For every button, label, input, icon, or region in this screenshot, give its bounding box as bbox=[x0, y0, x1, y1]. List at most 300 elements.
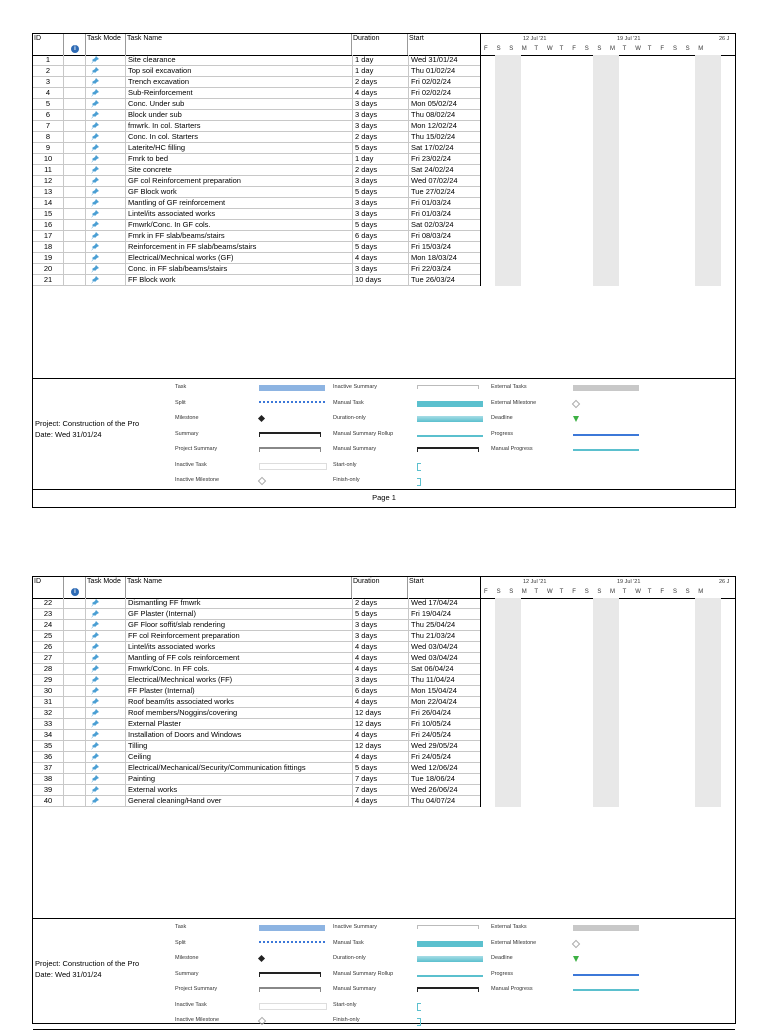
pushpin-icon bbox=[91, 166, 99, 174]
timescale-day: T bbox=[647, 46, 652, 52]
task-name[interactable]: FF Plaster (Internal) bbox=[128, 686, 195, 695]
task-start[interactable]: Tue 27/02/24 bbox=[408, 187, 481, 197]
task-name[interactable]: Tilling bbox=[128, 741, 148, 750]
timescale-day: S bbox=[597, 46, 602, 52]
indicator-cell bbox=[64, 121, 86, 131]
task-start[interactable]: Fri 08/03/24 bbox=[408, 231, 481, 241]
indicator-cell bbox=[64, 77, 86, 87]
table-row[interactable] bbox=[33, 653, 481, 664]
task-name[interactable]: Site concrete bbox=[128, 165, 172, 174]
legend-swatch bbox=[417, 385, 479, 389]
indicator-cell bbox=[64, 752, 86, 762]
table-row[interactable] bbox=[33, 264, 481, 275]
task-start[interactable]: Wed 29/05/24 bbox=[408, 741, 481, 751]
table-row[interactable] bbox=[33, 253, 481, 264]
task-start[interactable]: Fri 24/05/24 bbox=[408, 752, 481, 762]
task-id: 4 bbox=[33, 88, 64, 98]
column-header-id[interactable]: ID bbox=[33, 577, 64, 598]
task-start[interactable]: Sat 06/04/24 bbox=[408, 664, 481, 674]
task-duration[interactable]: 1 day bbox=[352, 55, 408, 65]
legend-swatch bbox=[417, 401, 483, 407]
task-duration[interactable]: 3 days bbox=[352, 176, 408, 186]
task-mode-cell[interactable] bbox=[86, 653, 126, 663]
task-name[interactable]: GF Plaster (Internal) bbox=[128, 609, 196, 618]
task-start[interactable]: Tue 18/06/24 bbox=[408, 774, 481, 784]
column-header-duration[interactable]: Duration bbox=[352, 34, 408, 55]
task-duration[interactable]: 6 days bbox=[352, 231, 408, 241]
task-name[interactable]: Laterite/HC filling bbox=[128, 143, 186, 152]
task-start[interactable]: Wed 12/06/24 bbox=[408, 763, 481, 773]
pushpin-icon bbox=[91, 742, 99, 750]
task-mode-cell[interactable] bbox=[86, 609, 126, 619]
table-row[interactable] bbox=[33, 88, 481, 99]
task-mode-cell[interactable] bbox=[86, 132, 126, 142]
task-start[interactable]: Sat 24/02/24 bbox=[408, 165, 481, 175]
task-start[interactable]: Wed 03/04/24 bbox=[408, 642, 481, 652]
task-start[interactable]: Fri 24/05/24 bbox=[408, 730, 481, 740]
legend-label: Duration-only bbox=[333, 415, 366, 421]
task-name[interactable]: Fmrk in FF slab/beams/stairs bbox=[128, 231, 225, 240]
legend-swatch bbox=[417, 463, 421, 471]
table-row[interactable] bbox=[33, 77, 481, 88]
task-mode-cell[interactable] bbox=[86, 88, 126, 98]
task-start[interactable]: Thu 04/07/24 bbox=[408, 796, 481, 806]
task-start[interactable]: Thu 21/03/24 bbox=[408, 631, 481, 641]
legend-label: Inactive Milestone bbox=[175, 477, 220, 483]
task-duration[interactable]: 1 day bbox=[352, 154, 408, 164]
task-id: 30 bbox=[33, 686, 64, 696]
table-row[interactable] bbox=[33, 631, 481, 642]
task-start[interactable]: Tue 26/03/24 bbox=[408, 275, 481, 285]
table-row[interactable] bbox=[33, 609, 481, 620]
task-mode-cell[interactable] bbox=[86, 796, 126, 806]
task-mode-cell[interactable] bbox=[86, 165, 126, 175]
task-mode-cell[interactable] bbox=[86, 209, 126, 219]
task-name[interactable]: Roof beam/its associated works bbox=[128, 697, 234, 706]
table-row[interactable] bbox=[33, 154, 481, 165]
task-mode-cell[interactable] bbox=[86, 220, 126, 230]
indicator-cell bbox=[64, 686, 86, 696]
task-name[interactable]: Mantling of FF cols reinforcement bbox=[128, 653, 240, 662]
task-duration[interactable]: 4 days bbox=[352, 697, 408, 707]
task-duration[interactable]: 4 days bbox=[352, 752, 408, 762]
task-name[interactable]: Conc. Under sub bbox=[128, 99, 185, 108]
task-duration[interactable]: 3 days bbox=[352, 110, 408, 120]
task-duration[interactable]: 2 days bbox=[352, 165, 408, 175]
table-row[interactable] bbox=[33, 55, 481, 66]
task-mode-cell[interactable] bbox=[86, 264, 126, 274]
task-start[interactable]: Sat 17/02/24 bbox=[408, 143, 481, 153]
legend-swatch bbox=[259, 941, 325, 947]
table-row[interactable] bbox=[33, 242, 481, 253]
task-mode-cell[interactable] bbox=[86, 730, 126, 740]
task-id: 37 bbox=[33, 763, 64, 773]
task-name[interactable]: Lintel/its associated works bbox=[128, 642, 216, 651]
task-mode-cell[interactable] bbox=[86, 77, 126, 87]
task-start[interactable]: Fri 10/05/24 bbox=[408, 719, 481, 729]
table-row[interactable] bbox=[33, 708, 481, 719]
task-name[interactable]: fmwrk. In col. Starters bbox=[128, 121, 201, 130]
indicator-cell bbox=[64, 198, 86, 208]
table-row[interactable] bbox=[33, 719, 481, 730]
task-name[interactable]: Electrical/Mechnical works (GF) bbox=[128, 253, 234, 262]
timescale-day: T bbox=[559, 46, 564, 52]
legend-swatch bbox=[573, 974, 639, 976]
task-duration[interactable]: 5 days bbox=[352, 609, 408, 619]
task-mode-cell[interactable] bbox=[86, 154, 126, 164]
pushpin-icon bbox=[91, 111, 99, 119]
task-start[interactable]: Fri 15/03/24 bbox=[408, 242, 481, 252]
table-row[interactable] bbox=[33, 187, 481, 198]
task-mode-cell[interactable] bbox=[86, 176, 126, 186]
task-duration[interactable]: 5 days bbox=[352, 763, 408, 773]
task-name[interactable]: External Plaster bbox=[128, 719, 181, 728]
table-row[interactable] bbox=[33, 785, 481, 796]
table-row[interactable] bbox=[33, 730, 481, 741]
indicator-cell bbox=[64, 143, 86, 153]
legend-label: Inactive Task bbox=[175, 1001, 207, 1008]
table-divider bbox=[480, 577, 481, 807]
task-mode-cell[interactable] bbox=[86, 697, 126, 707]
table-row[interactable] bbox=[33, 642, 481, 653]
legend-label: External Milestone bbox=[491, 399, 537, 406]
task-mode-cell[interactable] bbox=[86, 675, 126, 685]
task-name[interactable]: Trench excavation bbox=[128, 77, 190, 86]
table-row[interactable] bbox=[33, 598, 481, 609]
task-name[interactable]: Dismantling FF fmwrk bbox=[128, 598, 201, 607]
task-start[interactable]: Wed 31/01/24 bbox=[408, 55, 481, 65]
timescale-week: 12 Jul '21 bbox=[523, 36, 547, 42]
legend-label: Milestone bbox=[175, 415, 199, 421]
timescale-week: 26 J bbox=[719, 36, 730, 42]
task-start[interactable]: Mon 15/04/24 bbox=[408, 686, 481, 696]
task-duration[interactable]: 4 days bbox=[352, 730, 408, 740]
task-duration[interactable]: 3 days bbox=[352, 631, 408, 641]
task-mode-cell[interactable] bbox=[86, 763, 126, 773]
task-name[interactable]: Reinforcement in FF slab/beams/stairs bbox=[128, 242, 257, 251]
table-row[interactable] bbox=[33, 763, 481, 774]
task-duration[interactable]: 5 days bbox=[352, 220, 408, 230]
task-start[interactable]: Fri 23/02/24 bbox=[408, 154, 481, 164]
indicator-cell bbox=[64, 763, 86, 773]
task-name[interactable]: Mantling of GF reinforcement bbox=[128, 198, 226, 207]
task-duration[interactable]: 2 days bbox=[352, 598, 408, 608]
task-id: 13 bbox=[33, 187, 64, 197]
task-duration[interactable]: 7 days bbox=[352, 785, 408, 795]
task-duration[interactable]: 3 days bbox=[352, 675, 408, 685]
task-duration[interactable]: 3 days bbox=[352, 99, 408, 109]
task-start[interactable]: Mon 22/04/24 bbox=[408, 697, 481, 707]
task-duration[interactable]: 4 days bbox=[352, 653, 408, 663]
task-start[interactable]: Fri 19/04/24 bbox=[408, 609, 481, 619]
table-row[interactable] bbox=[33, 209, 481, 220]
task-id: 22 bbox=[33, 598, 64, 608]
timescale-day: F bbox=[572, 46, 576, 52]
task-name[interactable]: Top soil excavation bbox=[128, 66, 192, 75]
page-sheet-1 bbox=[32, 33, 736, 508]
task-duration[interactable]: 4 days bbox=[352, 253, 408, 263]
table-row[interactable] bbox=[33, 132, 481, 143]
column-header-info_icon[interactable] bbox=[64, 577, 86, 598]
task-name[interactable]: GF Floor soffit/slab rendering bbox=[128, 620, 225, 629]
pushpin-icon bbox=[91, 599, 99, 607]
column-header-mode[interactable]: Task Mode bbox=[86, 577, 126, 598]
timescale-day: S bbox=[673, 46, 678, 52]
task-duration[interactable]: 12 days bbox=[352, 741, 408, 751]
task-name[interactable]: Installation of Doors and Windows bbox=[128, 730, 242, 739]
table-row[interactable] bbox=[33, 110, 481, 121]
task-id: 12 bbox=[33, 176, 64, 186]
task-mode-cell[interactable] bbox=[86, 620, 126, 630]
task-name[interactable]: Fmrk to bed bbox=[128, 154, 169, 163]
task-duration[interactable]: 5 days bbox=[352, 187, 408, 197]
column-header-mode[interactable]: Task Mode bbox=[86, 34, 126, 55]
task-mode-cell[interactable] bbox=[86, 631, 126, 641]
legend-label: Milestone bbox=[175, 955, 199, 961]
task-name[interactable]: Fmwrk/Conc. In FF cols. bbox=[128, 664, 210, 673]
legend-swatch bbox=[417, 435, 483, 437]
task-name[interactable]: Electrical/Mechanical/Security/Communication fittings bbox=[128, 763, 306, 772]
indicator-cell bbox=[64, 730, 86, 740]
legend-swatch bbox=[258, 415, 265, 422]
task-duration[interactable]: 3 days bbox=[352, 620, 408, 630]
table-row[interactable] bbox=[33, 220, 481, 231]
task-name[interactable]: Ceiling bbox=[128, 752, 151, 761]
pushpin-icon bbox=[91, 56, 99, 64]
task-duration[interactable]: 4 days bbox=[352, 88, 408, 98]
task-duration[interactable]: 1 day bbox=[352, 66, 408, 76]
task-mode-cell[interactable] bbox=[86, 198, 126, 208]
project-date: Date: Wed 31/01/24 bbox=[35, 430, 102, 439]
legend bbox=[33, 918, 735, 1030]
indicator-cell bbox=[64, 220, 86, 230]
pushpin-icon bbox=[91, 654, 99, 662]
task-name[interactable]: Site clearance bbox=[128, 55, 176, 64]
task-duration[interactable]: 3 days bbox=[352, 121, 408, 131]
task-mode-cell[interactable] bbox=[86, 231, 126, 241]
table-row[interactable] bbox=[33, 752, 481, 763]
task-duration[interactable]: 5 days bbox=[352, 143, 408, 153]
task-start[interactable]: Fri 02/02/24 bbox=[408, 88, 481, 98]
task-name[interactable]: Sub-Reinforcement bbox=[128, 88, 193, 97]
task-mode-cell[interactable] bbox=[86, 99, 126, 109]
legend-swatch bbox=[417, 1018, 421, 1026]
table-row[interactable] bbox=[33, 741, 481, 752]
task-start[interactable]: Thu 15/02/24 bbox=[408, 132, 481, 142]
pushpin-icon bbox=[91, 731, 99, 739]
table-row[interactable] bbox=[33, 121, 481, 132]
task-mode-cell[interactable] bbox=[86, 708, 126, 718]
timescale-day: T bbox=[534, 589, 539, 595]
gantt-area bbox=[481, 55, 735, 396]
task-name[interactable]: Block under sub bbox=[128, 110, 182, 119]
pushpin-icon bbox=[91, 753, 99, 761]
task-duration[interactable]: 2 days bbox=[352, 77, 408, 87]
table-row[interactable] bbox=[33, 165, 481, 176]
task-start[interactable]: Thu 08/02/24 bbox=[408, 110, 481, 120]
timescale-day: S bbox=[509, 589, 514, 595]
task-duration[interactable]: 2 days bbox=[352, 132, 408, 142]
task-name[interactable]: External works bbox=[128, 785, 178, 794]
task-mode-cell[interactable] bbox=[86, 242, 126, 252]
task-id: 31 bbox=[33, 697, 64, 707]
pushpin-icon bbox=[91, 797, 99, 805]
task-duration[interactable]: 4 days bbox=[352, 796, 408, 806]
task-duration[interactable]: 3 days bbox=[352, 264, 408, 274]
timescale-day: S bbox=[597, 589, 602, 595]
task-start[interactable]: Thu 11/04/24 bbox=[408, 675, 481, 685]
task-name[interactable]: GF Block work bbox=[128, 187, 177, 196]
task-mode-cell[interactable] bbox=[86, 642, 126, 652]
indicator-cell bbox=[64, 796, 86, 806]
column-header-id[interactable]: ID bbox=[33, 34, 64, 55]
legend-swatch bbox=[259, 925, 325, 931]
task-mode-cell[interactable] bbox=[86, 741, 126, 751]
task-start[interactable]: Mon 05/02/24 bbox=[408, 99, 481, 109]
task-start[interactable]: Thu 25/04/24 bbox=[408, 620, 481, 630]
task-start[interactable]: Fri 01/03/24 bbox=[408, 198, 481, 208]
column-header-start[interactable]: Start bbox=[408, 577, 481, 598]
pushpin-icon bbox=[91, 276, 99, 284]
pushpin-icon bbox=[91, 232, 99, 240]
task-name[interactable]: GF col Reinforcement preparation bbox=[128, 176, 241, 185]
task-name[interactable]: Roof members/Noggins/covering bbox=[128, 708, 238, 717]
task-name[interactable]: Conc. In col. Starters bbox=[128, 132, 199, 141]
task-mode-cell[interactable] bbox=[86, 187, 126, 197]
task-mode-cell[interactable] bbox=[86, 598, 126, 608]
task-id: 34 bbox=[33, 730, 64, 740]
task-id: 9 bbox=[33, 143, 64, 153]
task-id: 36 bbox=[33, 752, 64, 762]
task-duration[interactable]: 12 days bbox=[352, 719, 408, 729]
table-row[interactable] bbox=[33, 66, 481, 77]
task-duration[interactable]: 12 days bbox=[352, 708, 408, 718]
task-start[interactable]: Thu 01/02/24 bbox=[408, 66, 481, 76]
task-mode-cell[interactable] bbox=[86, 719, 126, 729]
table-row[interactable] bbox=[33, 686, 481, 697]
task-id: 5 bbox=[33, 99, 64, 109]
task-id: 8 bbox=[33, 132, 64, 142]
task-mode-cell[interactable] bbox=[86, 774, 126, 784]
task-duration[interactable]: 3 days bbox=[352, 198, 408, 208]
task-id: 27 bbox=[33, 653, 64, 663]
task-name[interactable]: FF Block work bbox=[128, 275, 176, 284]
task-duration[interactable]: 4 days bbox=[352, 642, 408, 652]
task-mode-cell[interactable] bbox=[86, 253, 126, 263]
table-row[interactable] bbox=[33, 675, 481, 686]
pushpin-icon bbox=[91, 632, 99, 640]
timescale bbox=[481, 577, 735, 598]
task-id: 18 bbox=[33, 242, 64, 252]
task-name[interactable]: Electrical/Mechnical works (FF) bbox=[128, 675, 233, 684]
task-start[interactable]: Mon 18/03/24 bbox=[408, 253, 481, 263]
task-duration[interactable]: 5 days bbox=[352, 242, 408, 252]
task-start[interactable]: Wed 03/04/24 bbox=[408, 653, 481, 663]
task-mode-cell[interactable] bbox=[86, 121, 126, 131]
task-start[interactable]: Fri 22/03/24 bbox=[408, 264, 481, 274]
task-id: 29 bbox=[33, 675, 64, 685]
task-id: 14 bbox=[33, 198, 64, 208]
task-mode-cell[interactable] bbox=[86, 752, 126, 762]
task-name[interactable]: Painting bbox=[128, 774, 156, 783]
timescale-day: F bbox=[484, 46, 488, 52]
timescale-week: 26 J bbox=[719, 579, 730, 585]
task-id: 21 bbox=[33, 275, 64, 285]
table-row[interactable] bbox=[33, 176, 481, 187]
task-duration[interactable]: 7 days bbox=[352, 774, 408, 784]
column-header-info_icon[interactable] bbox=[64, 34, 86, 55]
table-row[interactable] bbox=[33, 796, 481, 807]
indicator-cell bbox=[64, 653, 86, 663]
task-start[interactable]: Fri 02/02/24 bbox=[408, 77, 481, 87]
task-start[interactable]: Wed 07/02/24 bbox=[408, 176, 481, 186]
table-row[interactable] bbox=[33, 231, 481, 242]
legend-swatch bbox=[573, 449, 639, 451]
task-mode-cell[interactable] bbox=[86, 785, 126, 795]
task-mode-cell[interactable] bbox=[86, 686, 126, 696]
task-mode-cell[interactable] bbox=[86, 66, 126, 76]
task-start[interactable]: Wed 26/06/24 bbox=[408, 785, 481, 795]
pushpin-icon bbox=[91, 764, 99, 772]
table-row[interactable] bbox=[33, 198, 481, 209]
column-header-duration[interactable]: Duration bbox=[352, 577, 408, 598]
column-header-name[interactable]: Task Name bbox=[126, 577, 352, 598]
task-duration[interactable]: 3 days bbox=[352, 209, 408, 219]
task-duration[interactable]: 6 days bbox=[352, 686, 408, 696]
legend-label: Progress bbox=[491, 430, 514, 437]
timescale-day: T bbox=[622, 589, 627, 595]
task-start[interactable]: Fri 26/04/24 bbox=[408, 708, 481, 718]
column-header-start[interactable]: Start bbox=[408, 34, 481, 55]
table-divider bbox=[480, 34, 481, 286]
table-row[interactable] bbox=[33, 99, 481, 110]
task-name[interactable]: Lintel/its associated works bbox=[128, 209, 216, 218]
task-name[interactable]: General cleaning/Hand over bbox=[128, 796, 222, 805]
pushpin-icon bbox=[91, 67, 99, 75]
indicator-cell bbox=[64, 785, 86, 795]
table-row[interactable] bbox=[33, 620, 481, 631]
task-start[interactable]: Sat 02/03/24 bbox=[408, 220, 481, 230]
indicator-cell bbox=[64, 154, 86, 164]
task-name[interactable]: Conc. in FF slab/beams/stairs bbox=[128, 264, 228, 273]
timescale-day: W bbox=[635, 46, 641, 52]
task-id: 32 bbox=[33, 708, 64, 718]
task-mode-cell[interactable] bbox=[86, 55, 126, 65]
table-row[interactable] bbox=[33, 143, 481, 154]
task-name[interactable]: FF col Reinforcement preparation bbox=[128, 631, 240, 640]
pushpin-icon bbox=[91, 610, 99, 618]
task-mode-cell[interactable] bbox=[86, 110, 126, 120]
task-start[interactable]: Wed 17/04/24 bbox=[408, 598, 481, 608]
task-mode-cell[interactable] bbox=[86, 664, 126, 674]
legend-label: Finish-only bbox=[333, 1017, 360, 1023]
indicator-cell bbox=[64, 708, 86, 718]
table-row[interactable] bbox=[33, 275, 481, 286]
task-mode-cell[interactable] bbox=[86, 143, 126, 153]
column-header-name[interactable]: Task Name bbox=[126, 34, 352, 55]
table-row[interactable] bbox=[33, 664, 481, 675]
table-row[interactable] bbox=[33, 774, 481, 785]
table-row[interactable] bbox=[33, 697, 481, 708]
task-mode-cell[interactable] bbox=[86, 275, 126, 285]
task-duration[interactable]: 4 days bbox=[352, 664, 408, 674]
task-start[interactable]: Mon 12/02/24 bbox=[408, 121, 481, 131]
indicator-cell bbox=[64, 88, 86, 98]
task-start[interactable]: Fri 01/03/24 bbox=[408, 209, 481, 219]
task-name[interactable]: Fmwrk/Conc. In GF cols. bbox=[128, 220, 211, 229]
task-duration[interactable]: 10 days bbox=[352, 275, 408, 285]
pushpin-icon bbox=[91, 621, 99, 629]
